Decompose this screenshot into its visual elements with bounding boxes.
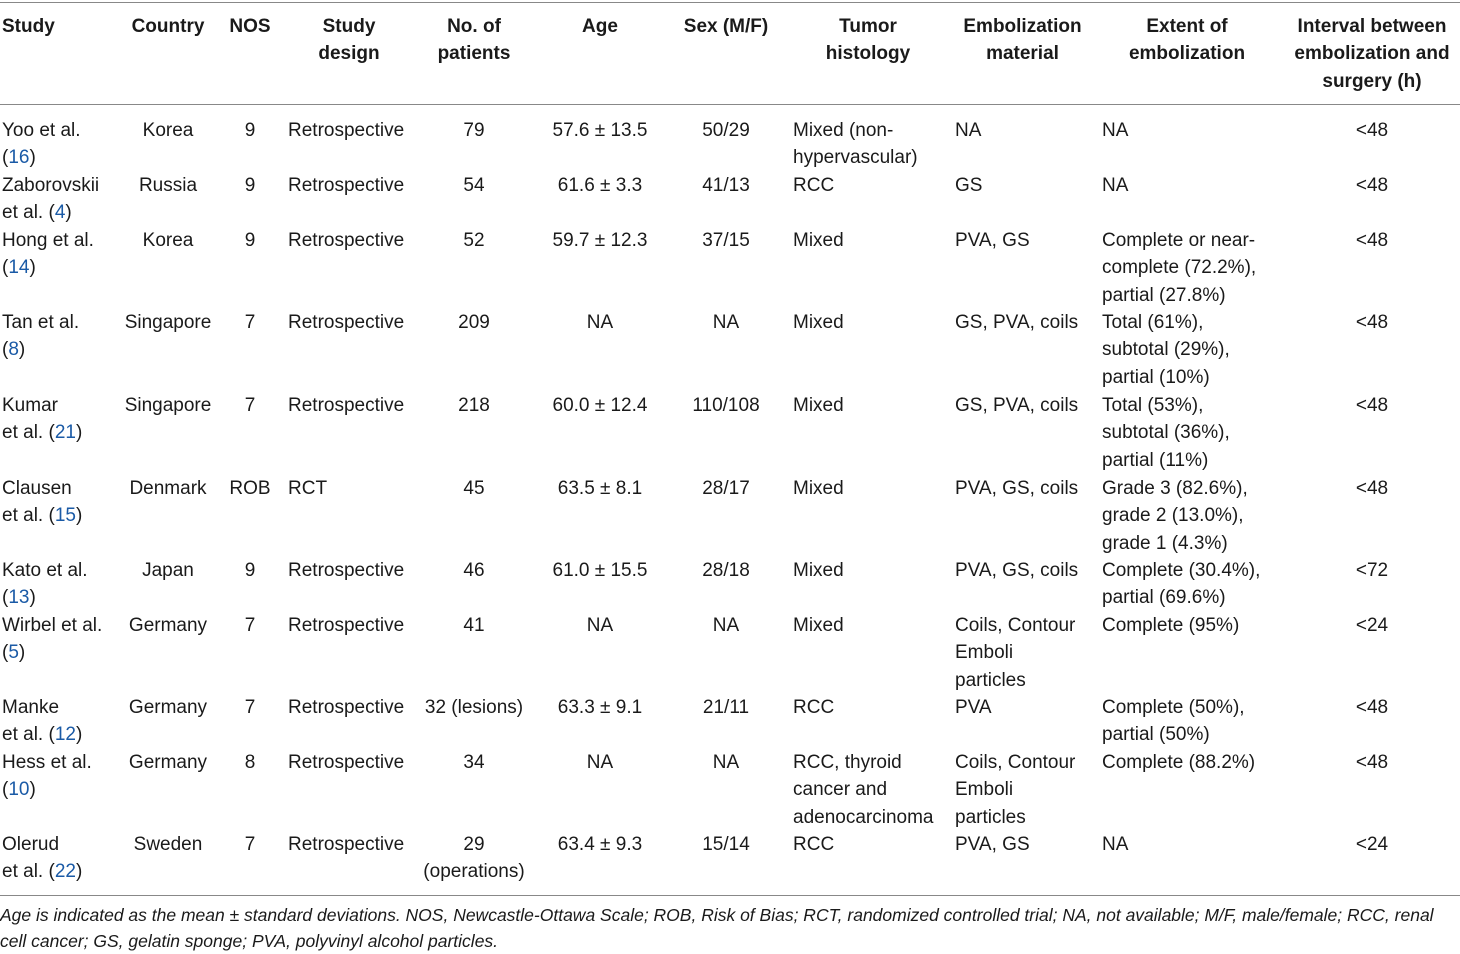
cell-study: Olerud et al. (22) — [2, 834, 83, 883]
cell-age: 59.7 ± 12.3 — [552, 230, 648, 251]
table-header-rule — [0, 104, 1460, 105]
cell-nos: 9 — [244, 175, 256, 196]
cell-age: NA — [586, 312, 614, 333]
header-sex: Sex (M/F) — [683, 16, 769, 37]
cell-histology: RCC — [793, 697, 835, 718]
cell-sex: 41/13 — [702, 175, 750, 196]
header-interval: Interval between embolization and surgery (h) — [1294, 16, 1450, 92]
cell-country: Korea — [142, 120, 194, 141]
cell-extent: Complete (95%) — [1102, 615, 1240, 636]
cell-study: Yoo et al. (16) — [2, 120, 81, 169]
cell-interval: <48 — [1355, 175, 1389, 196]
cell-study: Manke et al. (12) — [2, 697, 83, 746]
cell-age: 63.5 ± 8.1 — [557, 478, 643, 499]
cell-histology: Mixed (non- hypervascular) — [793, 120, 918, 169]
study-name: Kumar et al. — [2, 395, 58, 444]
cell-design: Retrospective — [288, 615, 405, 636]
cell-sex: 15/14 — [702, 834, 750, 855]
cell-study: Tan et al. (8) — [2, 312, 80, 361]
cell-age: 63.4 ± 9.3 — [557, 834, 643, 855]
cell-interval: <48 — [1355, 395, 1389, 416]
study-name: Olerud et al. — [2, 834, 60, 883]
cell-histology: RCC, thyroid cancer and adenocarcinoma — [793, 752, 934, 828]
cell-interval: <48 — [1355, 478, 1389, 499]
cell-extent: Complete or near- complete (72.2%), partial (27.8%) — [1102, 230, 1257, 306]
cell-interval: <48 — [1355, 697, 1389, 718]
study-name: Clausen et al. — [2, 478, 72, 527]
cell-design: Retrospective — [288, 120, 405, 141]
cell-country: Germany — [128, 615, 208, 636]
cell-age: 63.3 ± 9.1 — [557, 697, 643, 718]
cell-country: Singapore — [124, 312, 212, 333]
cell-country: Germany — [128, 697, 208, 718]
study-name: Kato et al. — [2, 560, 88, 581]
cell-age: 60.0 ± 12.4 — [552, 395, 648, 416]
cell-patients: 46 — [463, 560, 485, 581]
cell-country: Singapore — [124, 395, 212, 416]
header-patients: No. of patients — [437, 16, 511, 65]
cell-sex: 28/17 — [702, 478, 750, 499]
cell-design: Retrospective — [288, 395, 405, 416]
cell-country: Korea — [142, 230, 194, 251]
citation-link[interactable]: 10 — [8, 779, 30, 801]
cell-interval: <48 — [1355, 312, 1389, 333]
cell-material: NA — [955, 120, 982, 141]
header-design: Study design — [318, 16, 380, 65]
cell-patients: 34 — [463, 752, 485, 773]
cell-patients: 218 — [458, 395, 490, 416]
header-country: Country — [131, 16, 205, 37]
study-name: Tan et al. — [2, 312, 80, 333]
cell-design: Retrospective — [288, 752, 405, 773]
citation-link[interactable]: 13 — [8, 587, 30, 609]
cell-study: Hong et al. (14) — [2, 230, 94, 279]
cell-patients: 45 — [463, 478, 485, 499]
cell-patients: 32 (lesions) — [424, 697, 524, 718]
citation-link[interactable]: 14 — [8, 257, 30, 279]
cell-patients: 29 (operations) — [423, 834, 525, 883]
citation-link[interactable]: 8 — [8, 339, 19, 361]
cell-extent: Complete (50%), partial (50%) — [1102, 697, 1245, 746]
cell-nos: 9 — [244, 120, 256, 141]
citation-link[interactable]: 5 — [8, 642, 19, 664]
citation-link[interactable]: 22 — [54, 861, 76, 883]
table-footnote: Age is indicated as the mean ± standard deviations. NOS, Newcastle-Ottawa Scale; ROB, Risk of Bias; RCT, randomized controlled trial; NA, not available; M/F, male/female; RCC, renal cell cancer; GS, gelatin sponge; PVA, polyvinyl alcohol particles. — [0, 905, 1434, 951]
cell-patients: 41 — [463, 615, 485, 636]
cell-design: Retrospective — [288, 560, 405, 581]
cell-material: PVA, GS, coils — [955, 560, 1079, 581]
study-name: Hong et al. — [2, 230, 94, 251]
cell-extent: NA — [1102, 834, 1129, 855]
cell-material: Coils, Contour Emboli particles — [955, 615, 1076, 691]
cell-age: 61.6 ± 3.3 — [557, 175, 643, 196]
cell-age: 57.6 ± 13.5 — [552, 120, 648, 141]
cell-interval: <72 — [1355, 560, 1389, 581]
cell-nos: 9 — [244, 230, 256, 251]
cell-interval: <24 — [1355, 834, 1389, 855]
cell-nos: ROB — [229, 478, 271, 499]
cell-nos: 7 — [244, 395, 256, 416]
cell-extent: NA — [1102, 120, 1129, 141]
cell-histology: Mixed — [793, 395, 844, 416]
cell-patients: 52 — [463, 230, 485, 251]
cell-interval: <48 — [1355, 752, 1389, 773]
cell-study: Wirbel et al. (5) — [2, 615, 103, 664]
citation-link[interactable]: 21 — [54, 422, 76, 444]
cell-age: NA — [586, 615, 614, 636]
citation-link[interactable]: 4 — [54, 202, 66, 224]
cell-design: Retrospective — [288, 834, 405, 855]
header-study: Study — [2, 16, 55, 37]
cell-material: Coils, Contour Emboli particles — [955, 752, 1076, 828]
cell-design: Retrospective — [288, 312, 405, 333]
cell-study: Kumar et al. (21) — [2, 395, 83, 444]
cell-country: Russia — [138, 175, 198, 196]
cell-material: PVA, GS — [955, 834, 1030, 855]
cell-nos: 7 — [244, 834, 256, 855]
cell-extent: NA — [1102, 175, 1129, 196]
cell-design: Retrospective — [288, 175, 405, 196]
cell-country: Sweden — [133, 834, 203, 855]
cell-sex: 110/108 — [692, 395, 760, 416]
cell-interval: <24 — [1355, 615, 1389, 636]
table-top-rule — [0, 2, 1460, 3]
cell-extent: Complete (88.2%) — [1102, 752, 1256, 773]
cell-interval: <48 — [1355, 230, 1389, 251]
cell-histology: Mixed — [793, 312, 844, 333]
cell-sex: NA — [712, 312, 740, 333]
cell-sex: NA — [712, 615, 740, 636]
cell-design: Retrospective — [288, 697, 405, 718]
cell-sex: 21/11 — [702, 697, 750, 718]
cell-interval: <48 — [1355, 120, 1389, 141]
study-name: Yoo et al. — [2, 120, 81, 141]
cell-nos: 7 — [244, 615, 256, 636]
citation-link[interactable]: 16 — [8, 147, 30, 169]
cell-country: Denmark — [129, 478, 207, 499]
cell-histology: Mixed — [793, 615, 844, 636]
cell-material: PVA, GS — [955, 230, 1030, 251]
cell-nos: 7 — [244, 312, 256, 333]
header-age: Age — [582, 16, 618, 37]
cell-histology: Mixed — [793, 478, 844, 499]
cell-histology: Mixed — [793, 230, 844, 251]
study-name: Wirbel et al. — [2, 615, 103, 636]
cell-study: Kato et al. (13) — [2, 560, 88, 609]
study-name: Zaborovskii et al. — [2, 175, 100, 224]
cell-sex: 50/29 — [702, 120, 750, 141]
table-bottom-rule — [0, 895, 1460, 896]
cell-extent: Complete (30.4%), partial (69.6%) — [1102, 560, 1261, 609]
cell-study: Zaborovskii et al. (4) — [2, 175, 100, 224]
cell-nos: 7 — [244, 697, 256, 718]
cell-country: Japan — [142, 560, 194, 581]
cell-histology: RCC — [793, 834, 835, 855]
study-name: Hess et al. — [2, 752, 92, 773]
cell-patients: 209 — [458, 312, 490, 333]
cell-sex: NA — [712, 752, 740, 773]
cell-age: 61.0 ± 15.5 — [552, 560, 648, 581]
cell-age: NA — [586, 752, 614, 773]
header-material: Embolization material — [963, 16, 1082, 65]
cell-design: Retrospective — [288, 230, 405, 251]
cell-patients: 79 — [463, 120, 485, 141]
cell-material: PVA, GS, coils — [955, 478, 1079, 499]
citation-link[interactable]: 15 — [54, 505, 76, 527]
cell-nos: 8 — [244, 752, 256, 773]
cell-material: PVA — [955, 697, 992, 718]
citation-link[interactable]: 12 — [54, 724, 76, 746]
cell-material: GS, PVA, coils — [955, 395, 1079, 416]
study-name: Manke et al. — [2, 697, 60, 746]
cell-design: RCT — [288, 478, 328, 499]
cell-material: GS — [955, 175, 983, 196]
header-histology: Tumor histology — [825, 16, 911, 65]
cell-study: Hess et al. (10) — [2, 752, 92, 801]
cell-nos: 9 — [244, 560, 256, 581]
cell-extent: Total (61%), subtotal (29%), partial (10%) — [1102, 312, 1230, 388]
cell-material: GS, PVA, coils — [955, 312, 1079, 333]
cell-histology: Mixed — [793, 560, 844, 581]
cell-sex: 28/18 — [702, 560, 750, 581]
cell-patients: 54 — [463, 175, 485, 196]
cell-extent: Grade 3 (82.6%), grade 2 (13.0%), grade 1 (4.3%) — [1102, 478, 1248, 554]
cell-histology: RCC — [793, 175, 835, 196]
cell-extent: Total (53%), subtotal (36%), partial (11%) — [1102, 395, 1230, 471]
cell-country: Germany — [128, 752, 208, 773]
header-nos: NOS — [229, 16, 271, 37]
cell-study: Clausen et al. (15) — [2, 478, 83, 527]
header-extent: Extent of embolization — [1128, 16, 1246, 65]
cell-sex: 37/15 — [702, 230, 750, 251]
